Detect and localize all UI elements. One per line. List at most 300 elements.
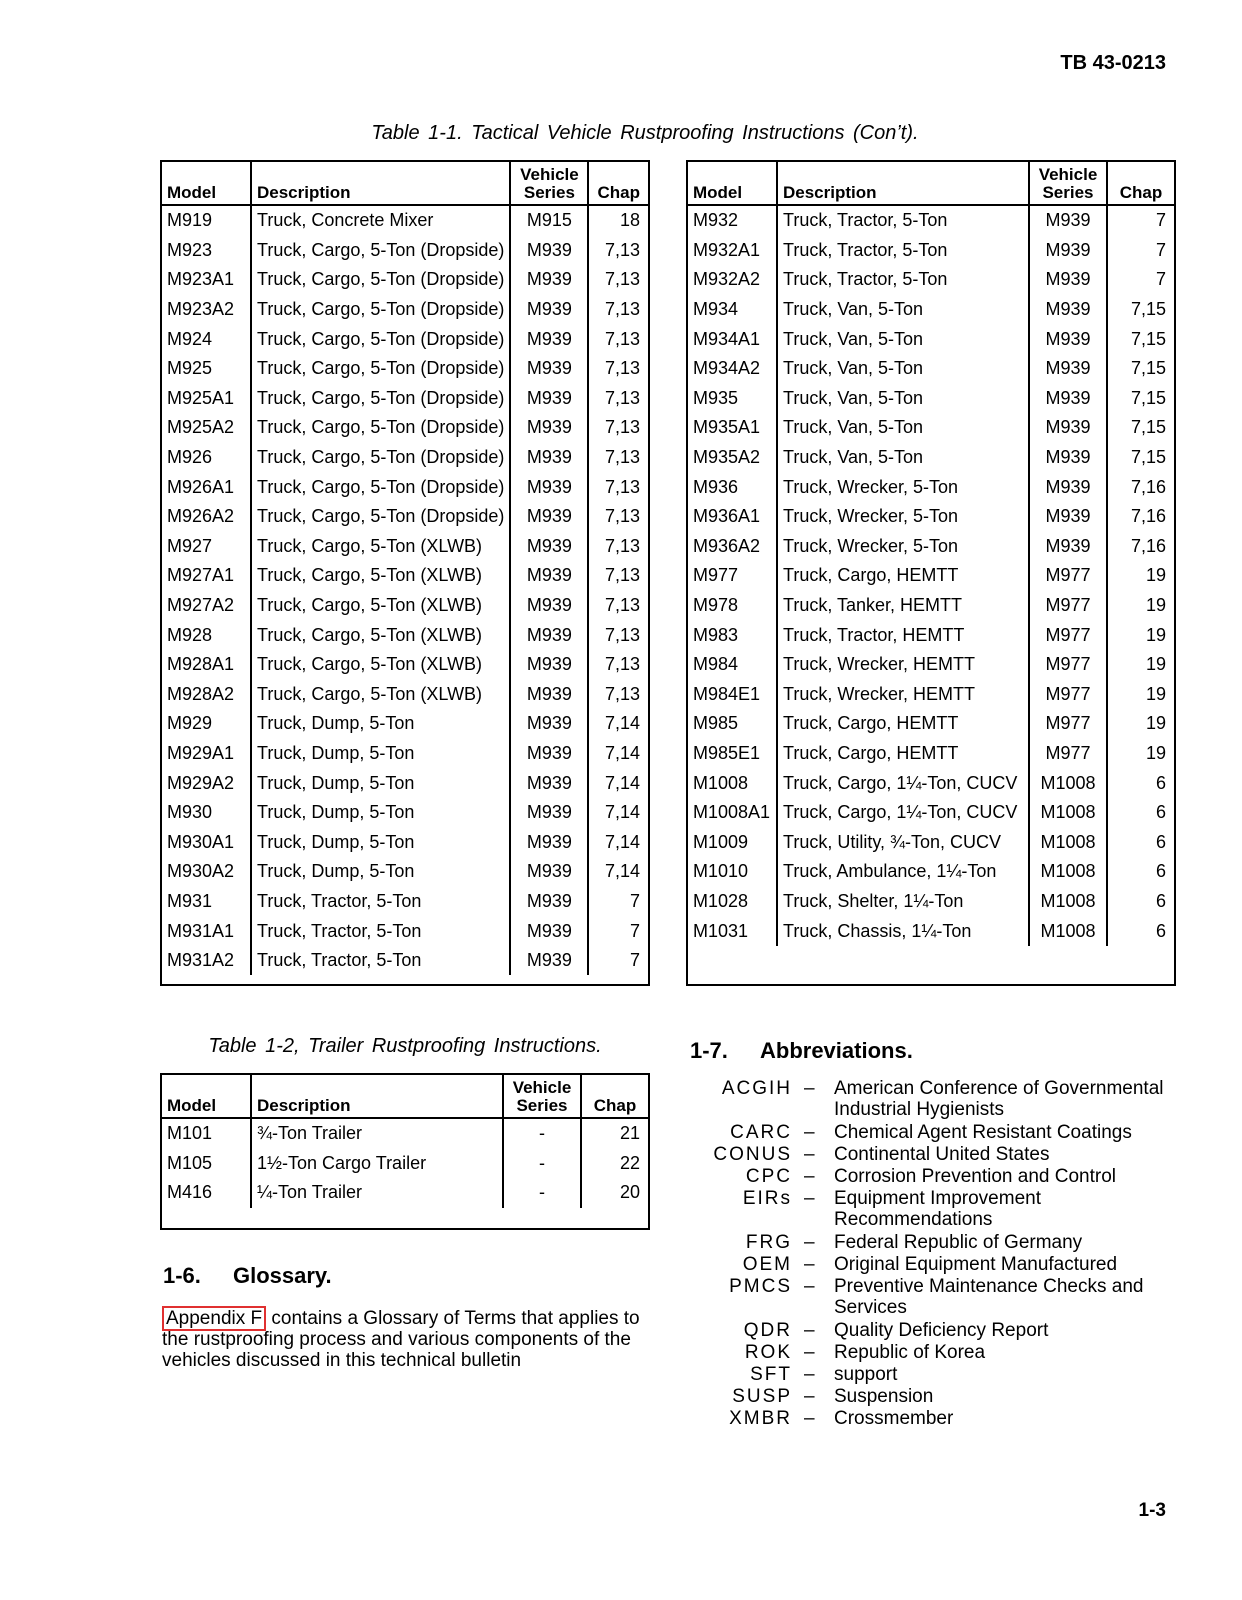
cell-description: Truck, Cargo, 5-Ton (XLWB) (251, 650, 510, 680)
abbreviations-section-number: 1-7. (690, 1038, 728, 1063)
cell-model: M984 (688, 650, 777, 680)
cell-chap: 7,16 (1130, 535, 1166, 556)
table-row (162, 680, 648, 710)
column-header-vehicle-series: Vehicle Series (1029, 162, 1107, 205)
cell-chap: 7,13 (604, 299, 640, 320)
cell-description: Truck, Tractor, 5-Ton (777, 236, 1029, 266)
abbreviation-definition: Quality Deficiency Report (834, 1320, 1049, 1341)
column-header-description: Description (251, 162, 510, 205)
abbreviation-dash: – (804, 1188, 815, 1209)
cell-vehicle-series: - (503, 1178, 581, 1208)
table-row (688, 591, 1174, 621)
cell-vehicle-series: M939 (510, 887, 588, 917)
abbreviation-term: XMBR (729, 1408, 792, 1429)
cell-model: M930 (162, 798, 251, 828)
table-row (688, 532, 1174, 562)
cell-vehicle-series: M1008 (1029, 916, 1107, 946)
table-row (162, 384, 648, 414)
table-row (688, 620, 1174, 650)
cell-chap: 6 (1155, 920, 1166, 941)
table-row (162, 768, 648, 798)
cell-chap: 7,13 (604, 358, 640, 379)
table-row (688, 205, 1174, 236)
cell-vehicle-series: M939 (510, 680, 588, 710)
cell-vehicle-series: M939 (510, 295, 588, 325)
abbreviation-dash: – (804, 1144, 815, 1165)
column-header-chap: Chap (581, 1075, 648, 1118)
cell-description: Truck, Wrecker, 5-Ton (777, 502, 1029, 532)
table-row (688, 798, 1174, 828)
cell-model: M1031 (688, 916, 777, 946)
cell-model: M925 (162, 354, 251, 384)
cell-vehicle-series: M977 (1029, 680, 1107, 710)
cell-vehicle-series: M939 (1029, 472, 1107, 502)
abbreviation-term: ROK (744, 1342, 792, 1363)
glossary-paragraph (162, 1308, 642, 1371)
cell-description: Truck, Wrecker, HEMTT (777, 650, 1029, 680)
cell-vehicle-series: M939 (510, 739, 588, 769)
abbreviation-dash: – (804, 1078, 815, 1099)
cell-description: Truck, Cargo, HEMTT (777, 709, 1029, 739)
table-row (162, 413, 648, 443)
abbreviations-title: Abbreviations. (760, 1038, 913, 1063)
cell-chap: 6 (1155, 831, 1166, 852)
cell-description: Truck, Dump, 5-Ton (251, 739, 510, 769)
cell-chap: 7,15 (1130, 358, 1166, 379)
glossary-title: Glossary. (233, 1263, 332, 1288)
cell-description: Truck, Ambulance, 1¼-Ton (777, 857, 1029, 887)
cell-vehicle-series: M939 (1029, 532, 1107, 562)
cell-description: Truck, Cargo, HEMTT (777, 561, 1029, 591)
cell-description: Truck, Tractor, 5-Ton (777, 205, 1029, 236)
cell-description: Truck, Cargo, 1¼-Ton, CUCV (777, 768, 1029, 798)
table-header-row (162, 1075, 648, 1118)
column-header-model: Model (688, 162, 777, 205)
abbreviation-definition: Equipment Improvement Recommendations (834, 1188, 1041, 1230)
table-row (688, 768, 1174, 798)
abbreviation-definition: Corrosion Prevention and Control (834, 1166, 1116, 1187)
cell-model: M927A1 (162, 561, 251, 591)
column-header-vehicle-series: Vehicle Series (510, 162, 588, 205)
table-row (688, 916, 1174, 946)
cell-model: M930A2 (162, 857, 251, 887)
table-row (162, 472, 648, 502)
cell-description: Truck, Tractor, HEMTT (777, 620, 1029, 650)
abbreviation-term: CONUS (713, 1144, 792, 1165)
cell-vehicle-series: M939 (510, 827, 588, 857)
cell-vehicle-series: M939 (510, 324, 588, 354)
table-row (162, 709, 648, 739)
cell-chap: 19 (1145, 713, 1166, 734)
cell-description: Truck, Cargo, 5-Ton (Dropside) (251, 472, 510, 502)
cell-chap: 19 (1145, 595, 1166, 616)
cell-vehicle-series: M939 (510, 857, 588, 887)
table-row (162, 236, 648, 266)
table-row (162, 739, 648, 769)
table-row (162, 205, 648, 236)
cell-description: Truck, Cargo, 5-Ton (Dropside) (251, 265, 510, 295)
abbreviation-term: FRG (745, 1232, 792, 1253)
abbreviation-definition: Continental United States (834, 1144, 1050, 1165)
cell-model: M927A2 (162, 591, 251, 621)
table-row (688, 472, 1174, 502)
cell-chap: 7,14 (604, 861, 640, 882)
column-header-chap: Chap (588, 162, 648, 205)
cell-model: M1028 (688, 887, 777, 917)
cell-vehicle-series: M939 (510, 443, 588, 473)
cell-description: Truck, Cargo, 5-Ton (XLWB) (251, 532, 510, 562)
cell-vehicle-series: M1008 (1029, 827, 1107, 857)
cell-model: M928 (162, 620, 251, 650)
page-number: 1-3 (1138, 1500, 1166, 1521)
cell-chap: 6 (1155, 772, 1166, 793)
cell-model: M936A1 (688, 502, 777, 532)
cell-chap: 7,14 (604, 802, 640, 823)
cell-model: M928A1 (162, 650, 251, 680)
cell-model: M932A2 (688, 265, 777, 295)
cell-vehicle-series: M939 (510, 236, 588, 266)
cell-model: M934A2 (688, 354, 777, 384)
cell-model: M1008 (688, 768, 777, 798)
cell-description: Truck, Cargo, 5-Ton (Dropside) (251, 413, 510, 443)
cell-vehicle-series: M1008 (1029, 857, 1107, 887)
cell-description: Truck, Wrecker, HEMTT (777, 680, 1029, 710)
cell-model: M984E1 (688, 680, 777, 710)
column-header-vehicle-series: Vehicle Series (503, 1075, 581, 1118)
abbreviation-term: ACGIH (721, 1078, 792, 1099)
table-row (688, 739, 1174, 769)
cell-description: Truck, Tractor, 5-Ton (251, 946, 510, 976)
cell-vehicle-series: M939 (1029, 502, 1107, 532)
abbreviation-dash: – (804, 1276, 815, 1297)
cell-vehicle-series: M939 (1029, 295, 1107, 325)
cell-chap: 7 (1155, 210, 1166, 231)
cell-model: M932 (688, 205, 777, 236)
table-row (688, 680, 1174, 710)
cell-model: M935 (688, 384, 777, 414)
cell-vehicle-series: - (503, 1118, 581, 1149)
cell-vehicle-series: M939 (1029, 236, 1107, 266)
cell-model: M925A2 (162, 413, 251, 443)
cell-description: Truck, Van, 5-Ton (777, 354, 1029, 384)
cell-vehicle-series: M939 (1029, 205, 1107, 236)
cell-chap: 7 (1155, 269, 1166, 290)
cell-chap: 20 (619, 1182, 640, 1203)
cell-model: M1010 (688, 857, 777, 887)
cell-vehicle-series: M939 (510, 265, 588, 295)
cell-vehicle-series: M939 (1029, 413, 1107, 443)
cell-model: M924 (162, 324, 251, 354)
cell-vehicle-series: M939 (510, 532, 588, 562)
table-row (688, 650, 1174, 680)
abbreviation-term: SFT (750, 1364, 792, 1385)
table-row (162, 1178, 648, 1208)
abbreviation-term: OEM (742, 1254, 792, 1275)
column-header-model: Model (162, 162, 251, 205)
cell-model: M927 (162, 532, 251, 562)
table-1-1-left (162, 162, 648, 975)
cell-vehicle-series: M939 (510, 798, 588, 828)
abbreviation-term: EIRs (742, 1188, 792, 1209)
cell-chap: 7,14 (604, 831, 640, 852)
cell-description: Truck, Utility, ¾-Ton, CUCV (777, 827, 1029, 857)
cell-vehicle-series: M939 (510, 384, 588, 414)
cell-description: Truck, Cargo, 5-Ton (Dropside) (251, 384, 510, 414)
cell-chap: 7,15 (1130, 417, 1166, 438)
table-row (162, 650, 648, 680)
cell-vehicle-series: M977 (1029, 591, 1107, 621)
cell-vehicle-series: M939 (510, 946, 588, 976)
cell-model: M923A2 (162, 295, 251, 325)
abbreviation-definition: Federal Republic of Germany (834, 1232, 1083, 1253)
cell-description: Truck, Tractor, 5-Ton (251, 887, 510, 917)
table-row (688, 502, 1174, 532)
abbreviation-definition: support (834, 1364, 898, 1385)
cell-model: M929 (162, 709, 251, 739)
cell-model: M416 (162, 1178, 251, 1208)
table-row (162, 591, 648, 621)
cell-description: Truck, Tractor, 5-Ton (251, 916, 510, 946)
glossary-heading (163, 1263, 332, 1289)
abbreviation-definition: Chemical Agent Resistant Coatings (834, 1122, 1132, 1143)
cell-description: Truck, Wrecker, 5-Ton (777, 472, 1029, 502)
cell-model: M928A2 (162, 680, 251, 710)
cell-description: Truck, Cargo, 5-Ton (Dropside) (251, 324, 510, 354)
table-row (688, 324, 1174, 354)
table-1-1-right (688, 162, 1174, 946)
cell-vehicle-series: M939 (510, 650, 588, 680)
abbreviation-definition: Republic of Korea (834, 1342, 986, 1363)
cell-description: Truck, Van, 5-Ton (777, 443, 1029, 473)
cell-model: M101 (162, 1118, 251, 1149)
cell-vehicle-series: M939 (510, 472, 588, 502)
cell-chap: 7,16 (1130, 506, 1166, 527)
cell-description: Truck, Wrecker, 5-Ton (777, 532, 1029, 562)
table-row (162, 502, 648, 532)
cell-model: M929A2 (162, 768, 251, 798)
cell-chap: 19 (1145, 565, 1166, 586)
abbreviation-definition: Suspension (834, 1386, 934, 1407)
cell-model: M934A1 (688, 324, 777, 354)
cell-model: M935A2 (688, 443, 777, 473)
cell-model: M930A1 (162, 827, 251, 857)
table-row (162, 798, 648, 828)
cell-chap: 7 (629, 890, 640, 911)
cell-vehicle-series: M977 (1029, 561, 1107, 591)
cell-chap: 7,13 (604, 269, 640, 290)
cell-vehicle-series: M1008 (1029, 768, 1107, 798)
cell-description: Truck, Van, 5-Ton (777, 324, 1029, 354)
abbreviation-term: CPC (745, 1166, 792, 1187)
cell-chap: 7,13 (604, 535, 640, 556)
table-row (162, 887, 648, 917)
table-row (688, 443, 1174, 473)
table-row (162, 1118, 648, 1149)
cell-model: M919 (162, 205, 251, 236)
cell-chap: 7,13 (604, 417, 640, 438)
cell-chap: 7,13 (604, 476, 640, 497)
table-row (688, 354, 1174, 384)
cell-description: Truck, Dump, 5-Ton (251, 709, 510, 739)
abbreviation-term: QDR (743, 1320, 792, 1341)
abbreviation-definition: American Conference of Governmental Industrial Hygienists (834, 1078, 1164, 1120)
cell-chap: 7,15 (1130, 447, 1166, 468)
cell-vehicle-series: M915 (510, 205, 588, 236)
cell-model: M105 (162, 1149, 251, 1179)
appendix-f-link[interactable]: Appendix F (162, 1306, 266, 1331)
abbreviation-dash: – (804, 1254, 815, 1275)
cell-model: M925A1 (162, 384, 251, 414)
cell-model: M931A2 (162, 946, 251, 976)
cell-vehicle-series: M939 (510, 768, 588, 798)
table-row (688, 827, 1174, 857)
abbreviation-definition: Original Equipment Manufactured (834, 1254, 1118, 1275)
cell-description: ¾-Ton Trailer (251, 1118, 503, 1149)
cell-chap: 7,15 (1130, 299, 1166, 320)
cell-model: M926A1 (162, 472, 251, 502)
cell-vehicle-series: M977 (1029, 709, 1107, 739)
cell-description: Truck, Dump, 5-Ton (251, 827, 510, 857)
cell-chap: 7,13 (604, 595, 640, 616)
abbreviation-dash: – (804, 1232, 815, 1253)
cell-description: Truck, Concrete Mixer (251, 205, 510, 236)
abbreviation-dash: – (804, 1342, 815, 1363)
cell-model: M926 (162, 443, 251, 473)
abbreviation-dash: – (804, 1122, 815, 1143)
cell-chap: 7,13 (604, 328, 640, 349)
cell-chap: 19 (1145, 654, 1166, 675)
cell-model: M977 (688, 561, 777, 591)
cell-model: M1009 (688, 827, 777, 857)
cell-vehicle-series: M939 (510, 413, 588, 443)
table-row (162, 265, 648, 295)
cell-vehicle-series: M939 (1029, 384, 1107, 414)
table-row (162, 857, 648, 887)
cell-description: Truck, Shelter, 1¼-Ton (777, 887, 1029, 917)
cell-chap: 19 (1145, 624, 1166, 645)
glossary-section-number: 1-6. (163, 1263, 201, 1288)
cell-chap: 19 (1145, 742, 1166, 763)
table-row (688, 295, 1174, 325)
cell-chap: 7 (629, 950, 640, 971)
table-row (162, 620, 648, 650)
cell-chap: 7,14 (604, 713, 640, 734)
cell-chap: 7,13 (604, 506, 640, 527)
abbreviation-term: CARC (730, 1122, 792, 1143)
column-header-description: Description (777, 162, 1029, 205)
cell-description: Truck, Cargo, 5-Ton (XLWB) (251, 561, 510, 591)
cell-model: M935A1 (688, 413, 777, 443)
cell-description: Truck, Cargo, 5-Ton (XLWB) (251, 680, 510, 710)
table-row (688, 709, 1174, 739)
cell-description: Truck, Cargo, 5-Ton (Dropside) (251, 502, 510, 532)
cell-chap: 21 (619, 1123, 640, 1144)
cell-description: Truck, Van, 5-Ton (777, 413, 1029, 443)
cell-description: Truck, Dump, 5-Ton (251, 798, 510, 828)
cell-vehicle-series: M939 (510, 916, 588, 946)
cell-model: M931 (162, 887, 251, 917)
cell-description: ¼-Ton Trailer (251, 1178, 503, 1208)
abbreviation-definition: Preventive Maintenance Checks and Services (834, 1276, 1144, 1318)
cell-chap: 7,13 (604, 654, 640, 675)
cell-chap: 7,16 (1130, 476, 1166, 497)
cell-vehicle-series: M939 (1029, 324, 1107, 354)
cell-description: Truck, Cargo, HEMTT (777, 739, 1029, 769)
table-row (162, 443, 648, 473)
document-number: TB 43-0213 (1060, 52, 1166, 74)
table-row (162, 324, 648, 354)
cell-model: M936A2 (688, 532, 777, 562)
cell-model: M934 (688, 295, 777, 325)
cell-vehicle-series: M977 (1029, 620, 1107, 650)
cell-description: Truck, Cargo, 5-Ton (Dropside) (251, 354, 510, 384)
cell-model: M929A1 (162, 739, 251, 769)
cell-vehicle-series: M939 (510, 561, 588, 591)
cell-chap: 7,13 (604, 387, 640, 408)
cell-vehicle-series: M939 (510, 502, 588, 532)
cell-model: M985E1 (688, 739, 777, 769)
cell-chap: 6 (1155, 802, 1166, 823)
table-row (162, 532, 648, 562)
table-header-row (162, 162, 648, 205)
cell-description: Truck, Van, 5-Ton (777, 295, 1029, 325)
cell-model: M1008A1 (688, 798, 777, 828)
cell-model: M985 (688, 709, 777, 739)
cell-description: Truck, Chassis, 1¼-Ton (777, 916, 1029, 946)
abbreviation-term: PMCS (729, 1276, 792, 1297)
abbreviation-term: SUSP (732, 1386, 792, 1407)
cell-chap: 22 (619, 1152, 640, 1173)
cell-chap: 7,15 (1130, 328, 1166, 349)
abbreviations-heading (690, 1038, 913, 1064)
cell-vehicle-series: M1008 (1029, 798, 1107, 828)
cell-vehicle-series: M977 (1029, 650, 1107, 680)
cell-description: Truck, Cargo, 5-Ton (Dropside) (251, 236, 510, 266)
cell-description: 1½-Ton Cargo Trailer (251, 1149, 503, 1179)
cell-chap: 18 (619, 210, 640, 231)
table-row (688, 384, 1174, 414)
cell-model: M923 (162, 236, 251, 266)
cell-chap: 7,13 (604, 624, 640, 645)
cell-description: Truck, Cargo, 5-Ton (XLWB) (251, 620, 510, 650)
cell-chap: 7,14 (604, 742, 640, 763)
cell-chap: 19 (1145, 683, 1166, 704)
cell-model: M926A2 (162, 502, 251, 532)
cell-vehicle-series: M939 (510, 620, 588, 650)
cell-model: M983 (688, 620, 777, 650)
cell-vehicle-series: M939 (510, 709, 588, 739)
table-row (162, 946, 648, 976)
cell-vehicle-series: M1008 (1029, 887, 1107, 917)
abbreviation-definition: Crossmember (834, 1408, 954, 1429)
cell-chap: 7 (1155, 239, 1166, 260)
abbreviation-dash: – (804, 1320, 815, 1341)
cell-vehicle-series: M939 (1029, 265, 1107, 295)
column-header-description: Description (251, 1075, 503, 1118)
cell-chap: 7,15 (1130, 387, 1166, 408)
cell-chap: 7,13 (604, 565, 640, 586)
cell-model: M978 (688, 591, 777, 621)
table-1-1-caption: Table 1-1. Tactical Vehicle Rustproofing Instructions (Con’t). (371, 122, 919, 144)
cell-chap: 6 (1155, 890, 1166, 911)
glossary-body-text: contains a Glossary of Terms that applies to the rustproofing process and various components of the vehicles discussed in this technical bulletin (162, 1308, 640, 1371)
cell-description: Truck, Cargo, 5-Ton (Dropside) (251, 295, 510, 325)
table-row (162, 827, 648, 857)
cell-chap: 7,14 (604, 772, 640, 793)
cell-chap: 7 (629, 920, 640, 941)
cell-description: Truck, Tanker, HEMTT (777, 591, 1029, 621)
table-row (688, 265, 1174, 295)
